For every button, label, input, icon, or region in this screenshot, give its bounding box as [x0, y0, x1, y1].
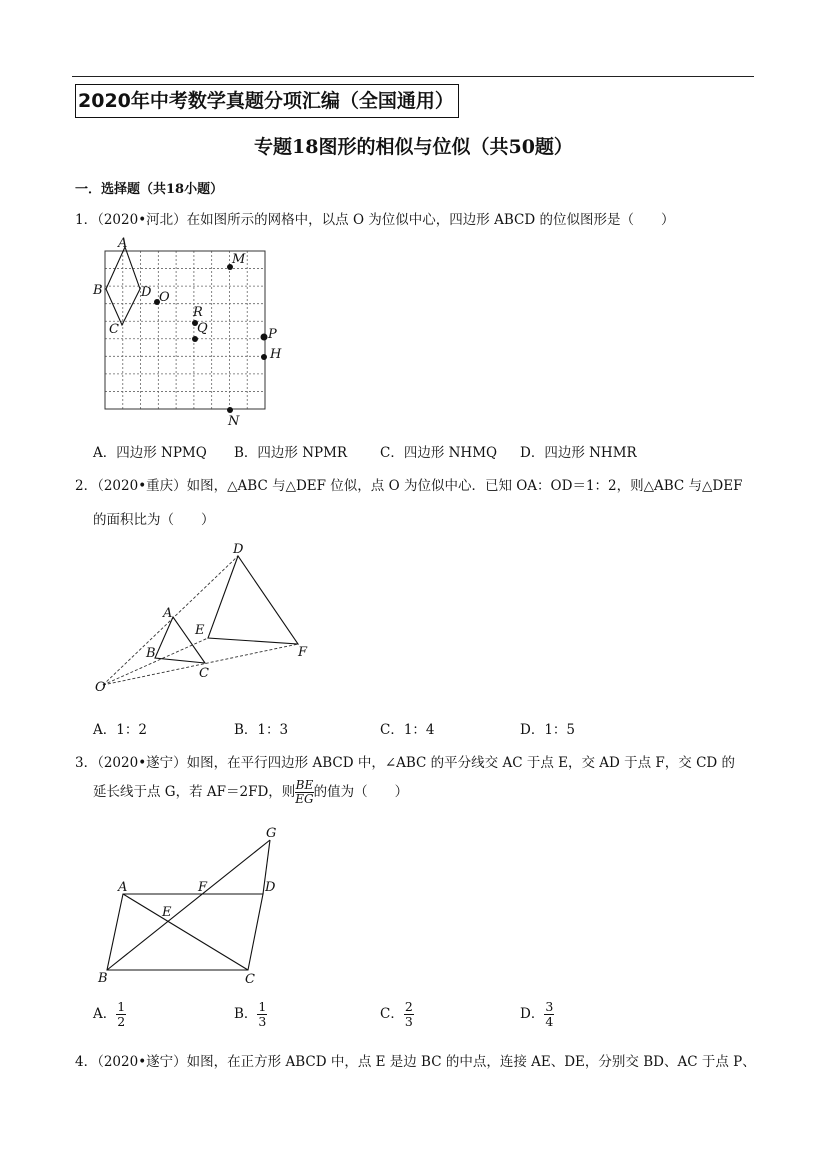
q1-label: N: [228, 414, 240, 429]
topic-title: 专题18图形的相似与位似（共50题）: [254, 136, 573, 158]
q3-label: F: [198, 880, 208, 895]
fraction-numerator: 3: [545, 999, 554, 1014]
point-n: [227, 407, 233, 413]
collection-title-box: [75, 84, 459, 118]
q1-label: P: [268, 327, 277, 342]
q1-stem: 1．（2020•河北）在如图所示的网格中，以点 O 为位似中心，四边形 ABCD 的位似图形是（ ）: [75, 212, 675, 228]
point-q: [192, 336, 198, 342]
q2-stem: 2．（2020•重庆）如图，△ABC 与△DEF 位似，点 O 为位似中心．已知 OA：OD＝1：2，则△ABC 与△DEF: [75, 478, 743, 494]
q4-stem: 4．（2020•遂宁）如图，在正方形 ABCD 中，点 E 是边 BC 的中点，连接 AE、DE，分别交 BD、AC 于点 P、: [75, 1054, 756, 1070]
q2-label: C: [199, 666, 209, 681]
q1-label: Q: [197, 321, 208, 336]
q3-label: E: [162, 905, 172, 920]
q2-stem-cont: 的面积比为（ ）: [93, 512, 215, 528]
point-h: [261, 354, 267, 360]
q1-label: A: [118, 236, 128, 251]
q1-grid-figure: [90, 234, 290, 430]
q1-option-a[interactable]: A．四边形 NPMQ: [93, 445, 207, 461]
q2-homothety-figure: [90, 540, 320, 696]
q3-label: G: [266, 826, 277, 841]
q1-label: B: [93, 283, 103, 298]
q1-label: R: [193, 305, 203, 320]
section-title: 一．选择题（共18小题）: [75, 182, 224, 197]
q2-label: O: [95, 680, 106, 695]
triangle-def: [208, 556, 298, 644]
q2-option-c[interactable]: C．1：4: [380, 722, 435, 738]
fraction-denominator: 4: [545, 1014, 554, 1029]
q3-option-a[interactable]: [93, 1000, 126, 1029]
q1-option-b[interactable]: B．四边形 NPMR: [234, 445, 348, 461]
q3-label: C: [245, 972, 255, 987]
fraction-denominator: 2: [117, 1014, 126, 1029]
option-letter: A．: [93, 1006, 117, 1022]
q1-label: H: [270, 347, 282, 362]
q3-stem-cont: [93, 779, 408, 806]
q3-option-b[interactable]: [234, 1000, 267, 1029]
option-fraction: [116, 1000, 126, 1029]
fraction-numerator: BE: [295, 778, 314, 792]
q1-label: O: [159, 290, 170, 305]
q2-label: A: [163, 606, 173, 621]
collection-title: 2020年中考数学真题分项汇编（全国通用）: [78, 90, 454, 112]
q2-label: D: [233, 542, 244, 557]
q3-inline-fraction: [295, 779, 313, 806]
fraction-numerator: 2: [404, 999, 413, 1014]
option-fraction: [404, 1000, 414, 1029]
q2-label: F: [298, 645, 308, 660]
q2-label: E: [195, 623, 205, 638]
q2-label: B: [146, 646, 156, 661]
q3-label: D: [265, 880, 276, 895]
option-letter: B．: [234, 1006, 258, 1022]
q1-label: C: [109, 322, 119, 337]
q2-option-d[interactable]: D．1：5: [520, 722, 576, 738]
q3-option-d[interactable]: [520, 1000, 554, 1029]
option-fraction: [257, 1000, 267, 1029]
q3-stem: 3．（2020•遂宁）如图，在平行四边形 ABCD 中，∠ABC 的平分线交 AC 于点 E，交 AD 于点 F，交 CD 的: [75, 755, 736, 771]
q3-stem-cont-before: 延长线于点 G，若 AF＝2FD，则: [93, 784, 296, 800]
q1-option-d[interactable]: D．四边形 NHMR: [520, 445, 637, 461]
q1-label: D: [141, 285, 152, 300]
option-fraction: [544, 1000, 554, 1029]
fraction-numerator: 1: [117, 999, 126, 1014]
option-letter: C．: [380, 1006, 404, 1022]
q2-option-a[interactable]: A．1：2: [93, 722, 147, 738]
q3-parallelogram-figure: [90, 822, 300, 992]
fraction-denominator: EG: [295, 792, 314, 806]
fraction-numerator: 1: [258, 999, 267, 1014]
q1-option-c[interactable]: C．四边形 NHMQ: [380, 445, 498, 461]
fraction-denominator: 3: [258, 1014, 267, 1029]
q3-option-c[interactable]: [380, 1000, 414, 1029]
q3-stem-cont-after: 的值为（ ）: [313, 784, 409, 800]
option-letter: D．: [520, 1006, 545, 1022]
top-rule: [72, 76, 754, 77]
q1-label: M: [232, 252, 246, 267]
q3-label: B: [98, 971, 108, 986]
q2-option-b[interactable]: B．1：3: [234, 722, 289, 738]
point-p: [261, 334, 268, 341]
fraction-denominator: 3: [404, 1014, 413, 1029]
q3-label: A: [118, 880, 128, 895]
